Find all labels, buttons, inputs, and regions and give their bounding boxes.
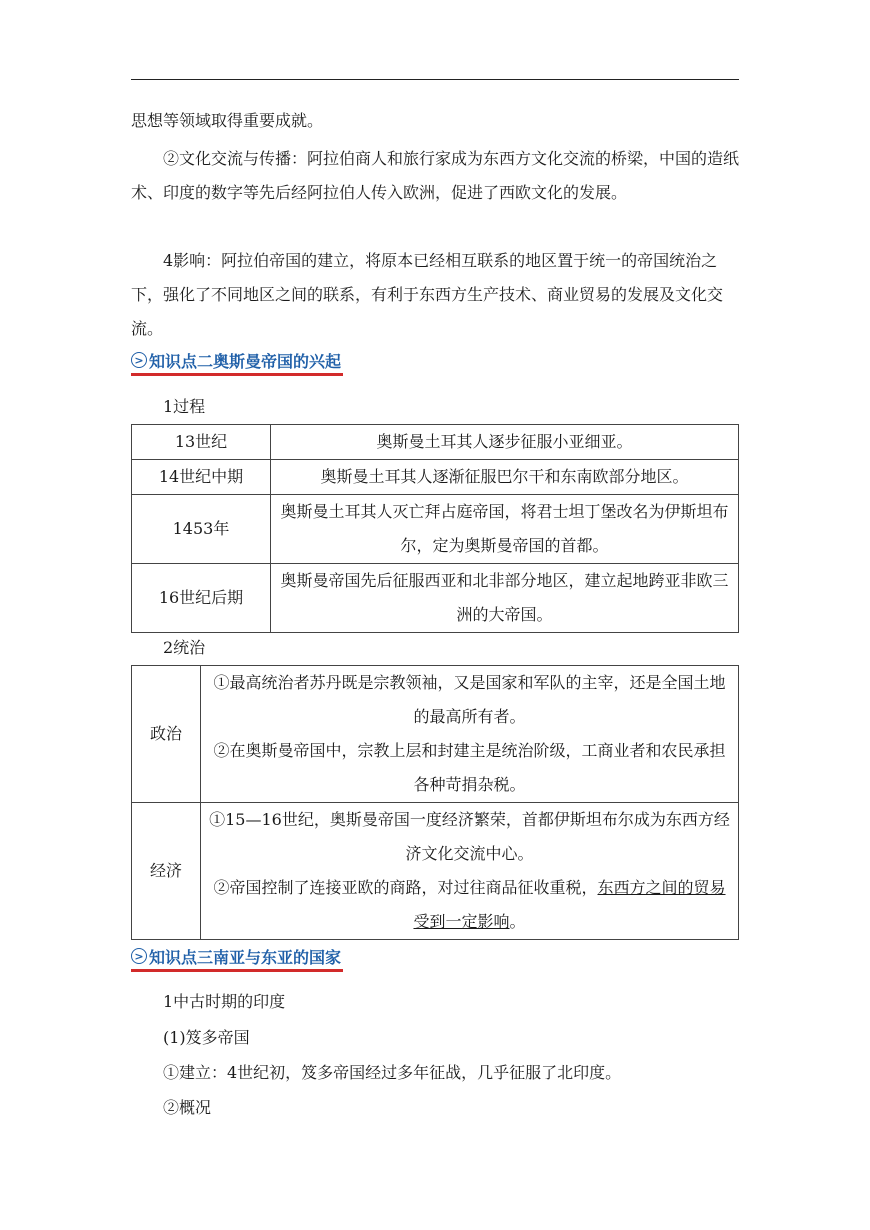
time-cell: 13世纪 <box>132 425 271 460</box>
intro-line: 思想等领域取得重要成就。 <box>131 111 324 130</box>
time-cell: 16世纪后期 <box>132 564 271 633</box>
section-heading-asia <box>131 943 343 972</box>
table-row <box>132 803 739 940</box>
time-cell: 1453年 <box>132 495 271 564</box>
text-line: (1)笈多帝国 <box>163 1028 250 1047</box>
event-cell: 奥斯曼帝国先后征服西亚和北非部分地区，建立起地跨亚非欧三洲的大帝国。 <box>271 564 739 633</box>
text-line: ①建立：4世纪初，笈多帝国经过多年征战，几乎征服了北印度。 <box>163 1063 622 1082</box>
text-line: ②概况 <box>163 1098 212 1117</box>
table-row <box>132 460 739 495</box>
section-heading-ottoman <box>131 347 343 376</box>
content-item: ①最高统治者苏丹既是宗教领袖，又是国家和军队的主宰，还是全国土地的最高所有者。 <box>213 673 726 726</box>
table-row <box>132 425 739 460</box>
table-row <box>132 666 739 803</box>
content-cell <box>201 666 739 803</box>
event-cell: 奥斯曼土耳其人逐步征服小亚细亚。 <box>271 425 739 460</box>
aspect-cell: 政治 <box>132 666 201 803</box>
culture-exchange-paragraph: ②文化交流与传播：阿拉伯商人和旅行家成为东西方文化交流的桥梁，中国的造纸术、印度的数字等先后经阿拉伯人传入欧洲，促进了西欧文化的发展。 <box>131 149 740 202</box>
content-text: ②帝国控制了连接亚欧的商路，对过往商品征收重税， <box>213 878 598 897</box>
content-item: ②在奥斯曼帝国中，宗教上层和封建主是统治阶级，工商业者和农民承担各种苛捐杂税。 <box>213 741 726 794</box>
section-title: 知识点二奥斯曼帝国的兴起 <box>149 351 342 371</box>
content-text: 。 <box>509 912 526 931</box>
text-line: 1中古时期的印度 <box>163 992 286 1011</box>
rule-label: 2统治 <box>163 638 206 657</box>
content-item: ①15—16世纪，奥斯曼帝国一度经济繁荣，首都伊斯坦布尔成为东西方经济文化交流中心。 <box>209 810 730 863</box>
section-title: 知识点三南亚与东亚的国家 <box>149 947 342 967</box>
table-row <box>132 564 739 633</box>
process-table <box>131 424 739 633</box>
rule-table <box>131 665 739 940</box>
aspect-cell: 经济 <box>132 803 201 940</box>
content-item <box>207 871 732 939</box>
underlined-text: 东西方之间的贸易受到一定影响 <box>413 878 726 931</box>
process-label: 1过程 <box>163 397 206 416</box>
event-cell: 奥斯曼土耳其人灭亡拜占庭帝国，将君士坦丁堡改名为伊斯坦布尔，定为奥斯曼帝国的首都。 <box>271 495 739 564</box>
top-rule <box>131 79 739 80</box>
time-cell: 14世纪中期 <box>132 460 271 495</box>
content-cell <box>201 803 739 940</box>
influence-paragraph: 4影响：阿拉伯帝国的建立，将原本已经相互联系的地区置于统一的帝国统治之下，强化了不同地区之间的联系，有利于东西方生产技术、商业贸易的发展及文化交流。 <box>131 251 724 338</box>
chevron-right-icon: > <box>131 948 147 964</box>
event-cell: 奥斯曼土耳其人逐渐征服巴尔干和东南欧部分地区。 <box>271 460 739 495</box>
table-row <box>132 495 739 564</box>
chevron-right-icon: > <box>131 352 147 368</box>
